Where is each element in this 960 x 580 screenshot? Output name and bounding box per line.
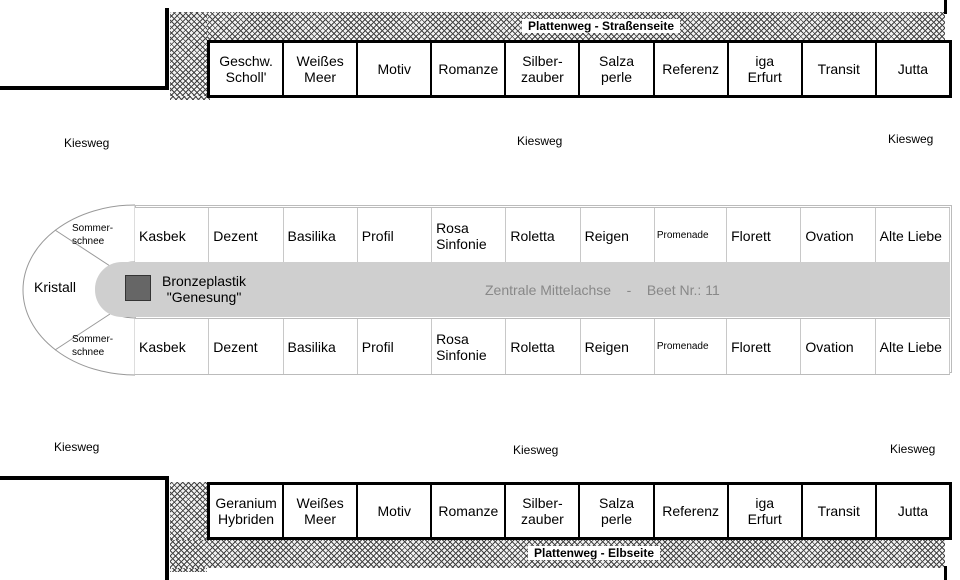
bed-top-9: Transit xyxy=(803,43,877,95)
sculpture-marker xyxy=(125,275,151,301)
bed-center-lower-6: Roletta xyxy=(506,319,580,374)
gravel-path-label: Kiesweg xyxy=(888,132,934,146)
bed-center-lower-10: Ovation xyxy=(801,319,875,374)
bed-top-3: Motiv xyxy=(358,43,432,95)
bed-center-upper-4: Profil xyxy=(358,208,432,263)
gravel-path-label: Kiesweg xyxy=(64,136,110,150)
top-outer-border xyxy=(165,8,169,90)
bed-center-upper-1: Kasbek xyxy=(135,208,209,263)
top-hatched-path-side xyxy=(170,12,207,100)
gravel-path-label: Kiesweg xyxy=(517,134,563,148)
bed-top-5: Silber- zauber xyxy=(506,43,580,95)
bed-center-upper-9: Florett xyxy=(727,208,801,263)
bottom-right-border xyxy=(944,566,947,580)
bottom-outer-border-top xyxy=(0,476,169,480)
bed-top-10: Jutta xyxy=(897,61,929,77)
axis-label: Zentrale Mittelachse - Beet Nr.: 11 xyxy=(485,282,720,298)
center-upper-row xyxy=(135,207,950,264)
round-end-top-bed: Sommer- schnee xyxy=(72,223,114,247)
top-hatched-path-bottom xyxy=(170,96,210,100)
bed-center-lower-3: Basilika xyxy=(284,319,358,374)
bed-bottom-5: Silber- zauber xyxy=(506,485,580,537)
bed-center-upper-5: Rosa Sinfonie xyxy=(432,208,506,263)
bed-bottom-10: Jutta xyxy=(897,503,929,519)
bottom-outer-border xyxy=(165,476,169,580)
bed-top-1: Geschw. Scholl' xyxy=(210,43,284,95)
bed-bottom-6: Salza perle xyxy=(580,485,654,537)
bed-top-7: Referenz xyxy=(655,43,729,95)
bed-bottom-2: Weißes Meer xyxy=(284,485,358,537)
bed-center-lower-8: Promenade xyxy=(655,319,727,374)
bed-center-upper-2: Dezent xyxy=(209,208,283,263)
bed-center-upper-10: Ovation xyxy=(801,208,875,263)
bed-center-lower-2: Dezent xyxy=(209,319,283,374)
bed-bottom-8: iga Erfurt xyxy=(729,485,803,537)
bed-center-upper-3: Basilika xyxy=(284,208,358,263)
top-bed-row xyxy=(207,40,952,98)
gravel-path-label: Kiesweg xyxy=(54,440,100,454)
bed-center-lower-1: Kasbek xyxy=(135,319,209,374)
top-right-border xyxy=(944,0,947,14)
bed-top-4: Romanze xyxy=(432,43,506,95)
bed-center-upper-11: Alte Liebe xyxy=(876,208,950,263)
gravel-path-label: Kiesweg xyxy=(890,442,936,456)
top-outer-border-bottom xyxy=(0,86,169,90)
bed-center-upper-7: Reigen xyxy=(581,208,655,263)
bed-bottom-1: Geranium Hybriden xyxy=(210,485,284,537)
bottom-bed-row xyxy=(207,482,952,540)
bed-bottom-3: Motiv xyxy=(358,485,432,537)
path-label-elbe-side: Plattenweg - Elbseite xyxy=(528,546,660,560)
bed-center-lower-7: Reigen xyxy=(581,319,655,374)
gravel-path-label: Kiesweg xyxy=(513,443,559,457)
bed-bottom-7: Referenz xyxy=(655,485,729,537)
bed-center-lower-9: Florett xyxy=(727,319,801,374)
bed-top-6: Salza perle xyxy=(580,43,654,95)
round-end-middle-bed: Kristall xyxy=(34,279,77,295)
sculpture-label: Bronzeplastik "Genesung" xyxy=(162,273,247,305)
bed-bottom-4: Romanze xyxy=(432,485,506,537)
round-end-bottom-bed: Sommer- schnee xyxy=(72,334,114,358)
bed-center-upper-8: Promenade xyxy=(655,208,727,263)
bed-bottom-9: Transit xyxy=(803,485,877,537)
center-lower-row xyxy=(135,318,950,375)
path-label-street-side: Plattenweg - Straßenseite xyxy=(522,19,680,33)
bed-top-2: Weißes Meer xyxy=(284,43,358,95)
bed-center-lower-11: Alte Liebe xyxy=(876,319,950,374)
bed-top-8: iga Erfurt xyxy=(729,43,803,95)
bed-center-lower-5: Rosa Sinfonie xyxy=(432,319,506,374)
bed-center-upper-6: Roletta xyxy=(506,208,580,263)
bed-center-lower-4: Profil xyxy=(358,319,432,374)
